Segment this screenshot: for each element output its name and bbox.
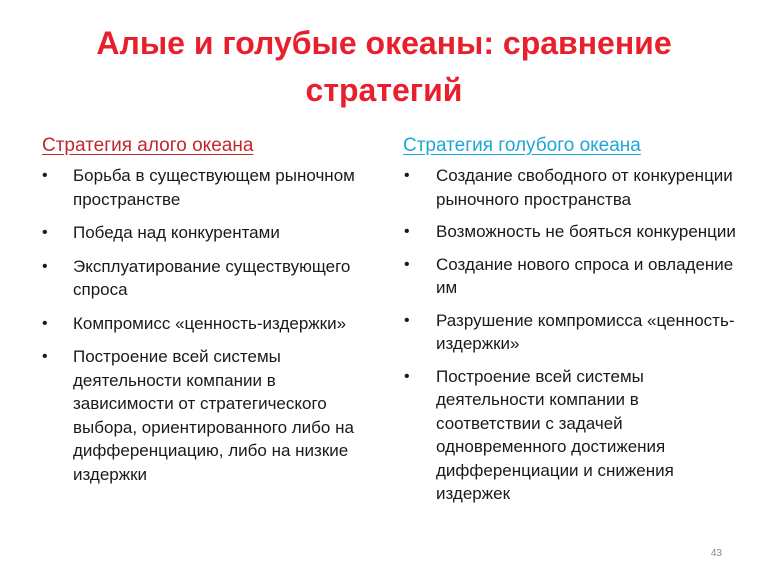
- bullet-icon: •: [42, 348, 48, 365]
- list-item: [38, 345, 368, 486]
- list-item-text: Компромисс «ценность-издержки»: [73, 313, 347, 333]
- blue-ocean-list: [400, 164, 740, 506]
- list-item: [400, 309, 740, 356]
- list-item: [400, 253, 740, 300]
- red-ocean-column: [38, 134, 368, 496]
- list-item: [38, 312, 368, 336]
- bullet-icon: •: [42, 167, 48, 184]
- bullet-icon: •: [42, 257, 48, 275]
- bullet-icon: •: [404, 167, 410, 184]
- list-item-text: Построение всей системы деятельности компании в зависимости от стратегического выбора, ориентированного либо на дифференциацию, либо на низкие издержки: [73, 347, 354, 484]
- list-item: [400, 220, 740, 244]
- page-number: 43: [710, 548, 722, 559]
- list-item-text: Создание свободного от конкуренции рыночного пространства: [436, 166, 733, 209]
- list-item: [38, 164, 368, 211]
- bullet-icon: •: [42, 314, 48, 332]
- red-ocean-list: [38, 164, 368, 486]
- blue-ocean-column: [400, 134, 740, 515]
- list-item-text: Борьба в существующем рыночном пространстве: [73, 166, 355, 209]
- list-item-text: Возможность не бояться конкуренции: [436, 222, 736, 241]
- list-item-text: Победа над конкурентами: [73, 223, 280, 242]
- list-item: [38, 255, 368, 302]
- list-item: [38, 221, 368, 245]
- bullet-icon: •: [404, 223, 410, 240]
- slide-title: Алые и голубые океаны: сравнение стратегий: [96, 25, 672, 108]
- list-item-text: Разрушение компромисса «ценность-издержки»: [436, 310, 735, 353]
- bullet-icon: •: [404, 311, 410, 329]
- bullet-icon: •: [42, 224, 48, 241]
- blue-ocean-heading: Стратегия голубого океана: [403, 135, 641, 156]
- red-ocean-heading: Стратегия алого океана: [42, 135, 254, 156]
- list-item-text: Построение всей системы деятельности компании в соответствии с задачей одновременного достижения дифференциации и снижения издержек: [436, 366, 674, 503]
- list-item: [400, 164, 740, 211]
- bullet-icon: •: [404, 367, 410, 385]
- list-item-text: Создание нового спроса и овладение им: [436, 254, 734, 297]
- list-item: [400, 365, 740, 506]
- bullet-icon: •: [404, 255, 410, 273]
- list-item-text: Эксплуатирование существующего спроса: [73, 256, 351, 299]
